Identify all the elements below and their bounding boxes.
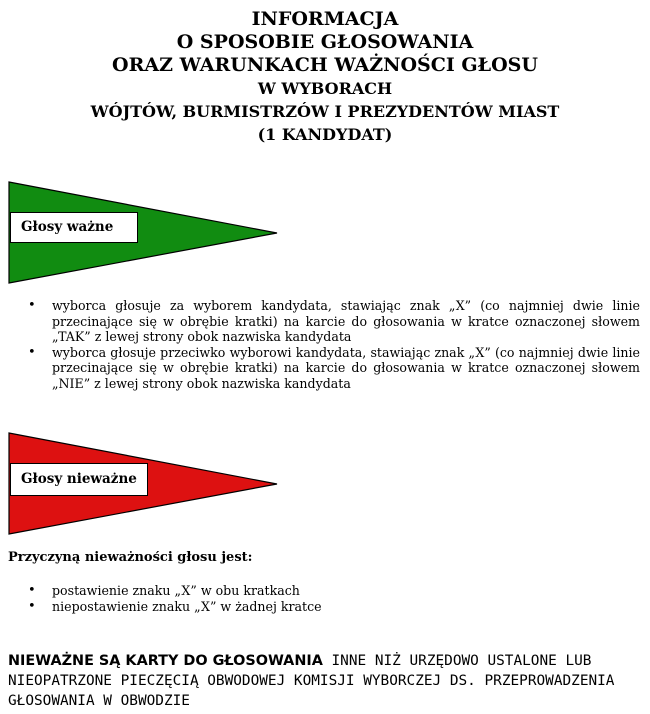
valid-votes-label: Głosy ważne xyxy=(10,212,138,243)
title-line-3: ORAZ WARUNKACH WAŻNOŚCI GŁOSU xyxy=(112,54,538,76)
title-line-6: (1 KANDYDAT) xyxy=(257,125,393,144)
list-item: • postawienie znaku „X” w obu kratkach xyxy=(8,583,640,599)
title-line-1: INFORMACJA xyxy=(251,8,399,30)
invalid-cards-notice-text: INNE NIŻ URZĘDOWO USTALONE LUB NIEOPATRZONE PIECZĘCIĄ OBWODOWEJ KOMISJI WYBORCZEJ DS. PRZEPROWADZENIA GŁOSOWANIA W OBWODZIE xyxy=(8,653,615,709)
list-item: • niepostawienie znaku „X” w żadnej kratce xyxy=(8,599,640,615)
title-line-4: W WYBORACH xyxy=(257,79,393,98)
valid-votes-list xyxy=(8,298,640,391)
invalid-cards-notice-bold: NIEWAŻNE SĄ KARTY DO GŁOSOWANIA xyxy=(8,653,323,669)
title-line-5: WÓJTÓW, BURMISTRZÓW I PREZYDENTÓW MIAST xyxy=(90,102,560,121)
invalid-cause-heading: Przyczyną nieważności głosu jest: xyxy=(8,550,253,565)
title-line-2: O SPOSOBIE GŁOSOWANIA xyxy=(176,31,474,53)
invalid-votes-label: Głosy nieważne xyxy=(10,463,148,496)
list-item: • wyborca głosuje przeciwko wyborowi kandydata, stawiając znak „X” (co najmniej dwie linie przecinające się w obrębie kratki) na karcie do głosowania w kratce oznaczonej słowem „NIE” z lewej strony obok nazwiska kandydata xyxy=(8,345,640,392)
page-title xyxy=(0,8,650,146)
list-item: • wyborca głosuje za wyborem kandydata, stawiając znak „X” (co najmniej dwie linie przecinające się w obrębie kratki) na karcie do głosowania w kratce oznaczonej słowem „TAK” z lewej strony obok nazwiska kandydata xyxy=(8,298,640,345)
invalid-votes-list xyxy=(8,583,640,614)
invalid-cards-notice xyxy=(8,651,648,711)
